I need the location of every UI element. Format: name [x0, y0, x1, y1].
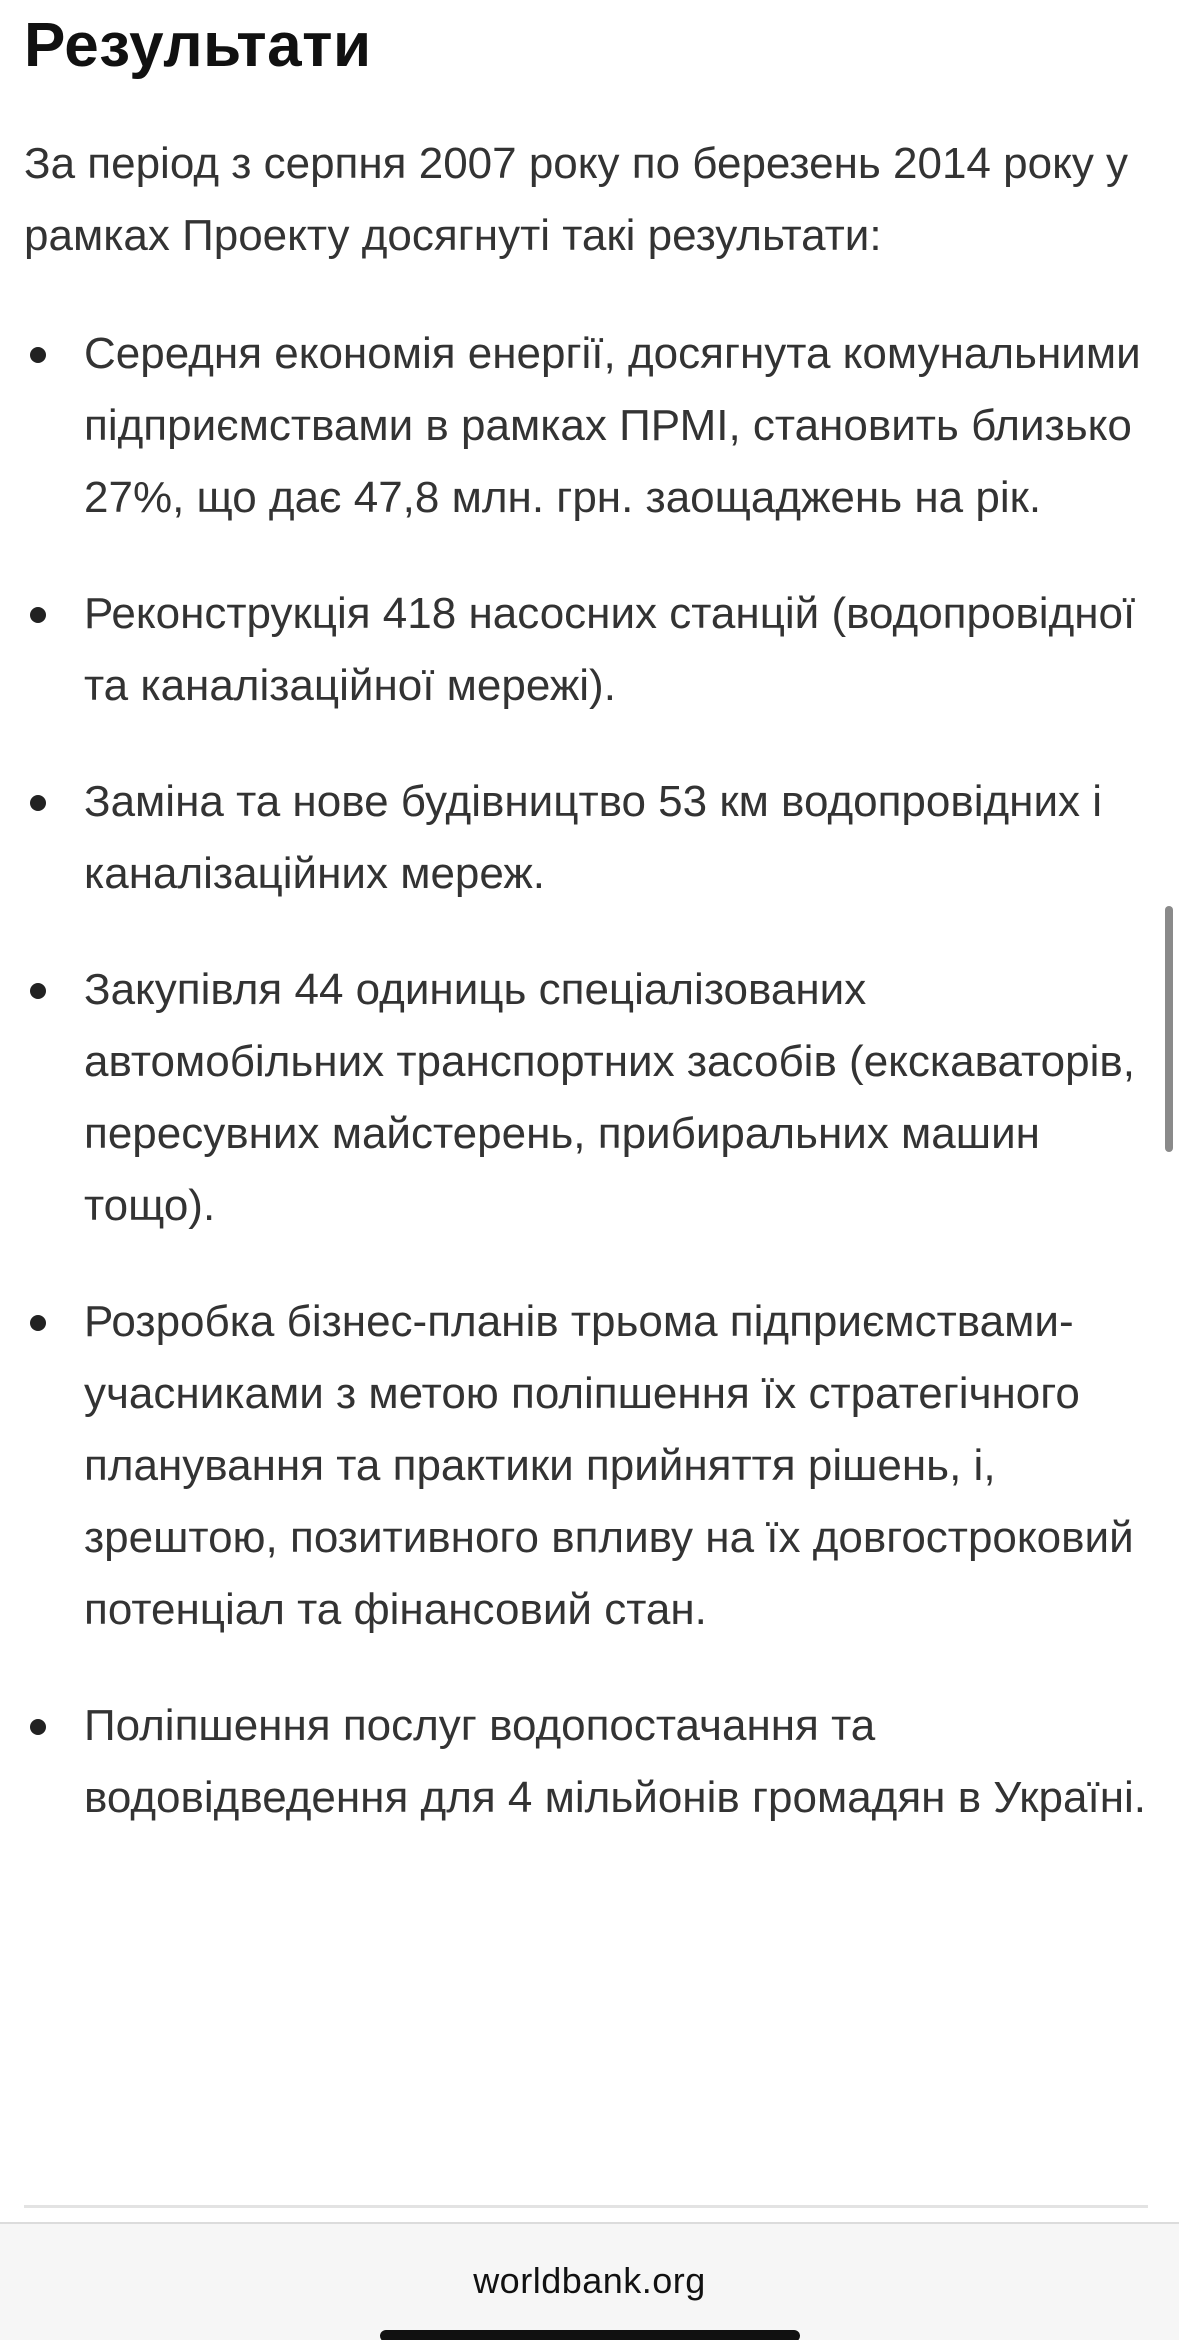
- list-item: [0, 766, 1179, 910]
- list-item: [0, 954, 1179, 1242]
- list-item-text: Закупівля 44 одиниць спеціалізованих автомобільних транспортних засобів (екскаваторів, пересувних майстерень, прибиральних машин тощо).: [84, 965, 1135, 1230]
- list-item: [0, 578, 1179, 722]
- browser-address-bar[interactable]: [0, 2222, 1179, 2340]
- bullet-icon: [30, 795, 46, 811]
- bullet-icon: [30, 607, 46, 623]
- bullet-icon: [30, 1719, 46, 1735]
- list-item: [0, 318, 1179, 534]
- list-item-text: Середня економія енергії, досягнута комунальними підприємствами в рамках ПРМІ, становить близько 27%, що дає 47,8 млн. грн. заощаджень на рік.: [84, 329, 1141, 522]
- list-item-text: Заміна та нове будівництво 53 км водопровідних і каналізаційних мереж.: [84, 777, 1103, 898]
- vertical-scrollbar[interactable]: [1165, 906, 1173, 1152]
- bullet-icon: [30, 983, 46, 999]
- list-item-text: Розробка бізнес-планів трьома підприємствами-учасниками з метою поліпшення їх стратегічного планування та практики прийняття рішень, і, зрештою, позитивного впливу на їх довгостроковий потенціал та фінансовий стан.: [84, 1297, 1134, 1634]
- url-label[interactable]: worldbank.org: [473, 2260, 706, 2301]
- intro-paragraph: За період з серпня 2007 року по березень 2014 року у рамках Проекту досягнуті такі результати:: [24, 139, 1129, 260]
- content-divider: [24, 2205, 1148, 2208]
- bullet-icon: [30, 1315, 46, 1331]
- list-item: [0, 1690, 1179, 1834]
- list-item-text: Реконструкція 418 насосних станцій (водопровідної та каналізаційної мережі).: [84, 589, 1136, 710]
- section-heading: Результати: [24, 11, 372, 80]
- home-indicator[interactable]: [380, 2330, 800, 2340]
- list-item: [0, 1286, 1179, 1646]
- results-list: [0, 318, 1179, 1878]
- list-item-text: Поліпшення послуг водопостачання та водовідведення для 4 мільйонів громадян в Україні.: [84, 1701, 1146, 1822]
- bullet-icon: [30, 347, 46, 363]
